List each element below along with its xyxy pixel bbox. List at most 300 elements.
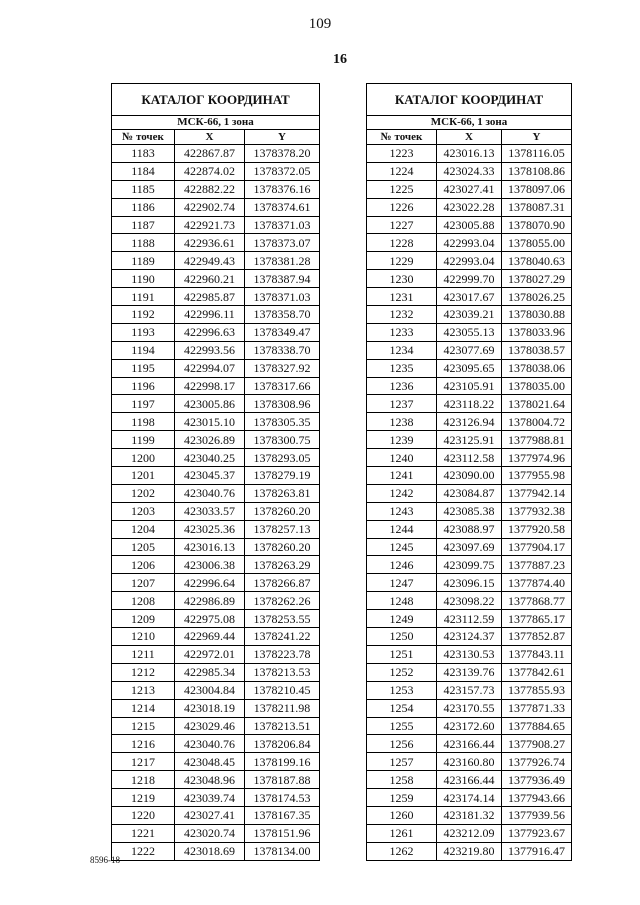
- y-coordinate-cell: 1378038.57: [502, 341, 572, 359]
- table-row: [367, 467, 572, 485]
- y-coordinate-cell: 1378087.31: [502, 198, 572, 216]
- table-row: [367, 502, 572, 520]
- point-number-cell: 1225: [367, 180, 437, 198]
- point-number-cell: 1213: [112, 681, 175, 699]
- point-number-cell: 1247: [367, 574, 437, 592]
- y-coordinate-cell: 1378263.29: [245, 556, 320, 574]
- table-row: [367, 145, 572, 163]
- x-coordinate-cell: 422996.11: [175, 306, 245, 324]
- x-coordinate-cell: 422999.70: [437, 270, 502, 288]
- table-row: [367, 806, 572, 824]
- point-number-cell: 1200: [112, 449, 175, 467]
- table-row: [112, 449, 320, 467]
- y-coordinate-cell: 1378033.96: [502, 323, 572, 341]
- y-coordinate-cell: 1378199.16: [245, 753, 320, 771]
- y-coordinate-cell: 1378213.51: [245, 717, 320, 735]
- y-coordinate-cell: 1377887.23: [502, 556, 572, 574]
- point-number-cell: 1184: [112, 162, 175, 180]
- table-row: [367, 306, 572, 324]
- x-coordinate-cell: 422921.73: [175, 216, 245, 234]
- table-row: [112, 592, 320, 610]
- page-number: 109: [308, 16, 332, 32]
- point-number-cell: 1199: [112, 431, 175, 449]
- table-row: [367, 610, 572, 628]
- x-coordinate-cell: 423088.97: [437, 520, 502, 538]
- table-row: [367, 431, 572, 449]
- y-coordinate-cell: 1378378.20: [245, 145, 320, 163]
- x-coordinate-cell: 422996.64: [175, 574, 245, 592]
- x-coordinate-cell: 423018.19: [175, 699, 245, 717]
- x-coordinate-cell: 423048.45: [175, 753, 245, 771]
- x-coordinate-cell: 423004.84: [175, 681, 245, 699]
- y-coordinate-cell: 1378327.92: [245, 359, 320, 377]
- x-coordinate-cell: 423025.36: [175, 520, 245, 538]
- table-row: [367, 628, 572, 646]
- y-coordinate-cell: 1378371.03: [245, 288, 320, 306]
- x-coordinate-cell: 423181.32: [437, 806, 502, 824]
- point-number-cell: 1252: [367, 663, 437, 681]
- table-row: [112, 806, 320, 824]
- y-coordinate-cell: 1378241.22: [245, 628, 320, 646]
- point-number-cell: 1198: [112, 413, 175, 431]
- x-coordinate-cell: 423027.41: [175, 806, 245, 824]
- point-number-cell: 1215: [112, 717, 175, 735]
- y-coordinate-cell: 1377865.17: [502, 610, 572, 628]
- y-coordinate-cell: 1378040.63: [502, 252, 572, 270]
- y-coordinate-cell: 1378187.88: [245, 771, 320, 789]
- y-coordinate-cell: 1378349.47: [245, 323, 320, 341]
- x-coordinate-cell: 423096.15: [437, 574, 502, 592]
- table-row: [112, 520, 320, 538]
- point-number-cell: 1255: [367, 717, 437, 735]
- x-coordinate-cell: 422993.04: [437, 252, 502, 270]
- point-number-cell: 1232: [367, 306, 437, 324]
- x-coordinate-cell: 423174.14: [437, 789, 502, 807]
- table-row: [112, 216, 320, 234]
- table-row: [367, 288, 572, 306]
- x-coordinate-cell: 422994.07: [175, 359, 245, 377]
- table-row: [367, 395, 572, 413]
- point-number-cell: 1243: [367, 502, 437, 520]
- x-coordinate-cell: 423098.22: [437, 592, 502, 610]
- y-coordinate-cell: 1378038.06: [502, 359, 572, 377]
- point-number-cell: 1239: [367, 431, 437, 449]
- table-row: [367, 180, 572, 198]
- y-coordinate-cell: 1378151.96: [245, 824, 320, 842]
- table-row: [367, 842, 572, 860]
- y-coordinate-cell: 1377932.38: [502, 502, 572, 520]
- point-number-cell: 1195: [112, 359, 175, 377]
- y-coordinate-cell: 1377955.98: [502, 467, 572, 485]
- y-coordinate-cell: 1377855.93: [502, 681, 572, 699]
- x-coordinate-cell: 423099.75: [437, 556, 502, 574]
- y-coordinate-cell: 1378211.98: [245, 699, 320, 717]
- point-number-cell: 1201: [112, 467, 175, 485]
- x-coordinate-cell: 422882.22: [175, 180, 245, 198]
- y-coordinate-cell: 1378300.75: [245, 431, 320, 449]
- table-row: [367, 449, 572, 467]
- table-row: [367, 341, 572, 359]
- point-number-cell: 1260: [367, 806, 437, 824]
- point-number-cell: 1223: [367, 145, 437, 163]
- x-coordinate-cell: 423212.09: [437, 824, 502, 842]
- y-coordinate-cell: 1378213.53: [245, 663, 320, 681]
- point-number-cell: 1248: [367, 592, 437, 610]
- sheet-number: 16: [333, 52, 347, 67]
- x-coordinate-cell: 423029.46: [175, 717, 245, 735]
- y-coordinate-cell: 1377884.65: [502, 717, 572, 735]
- y-coordinate-cell: 1377923.67: [502, 824, 572, 842]
- x-coordinate-cell: 423024.33: [437, 162, 502, 180]
- point-number-cell: 1197: [112, 395, 175, 413]
- y-coordinate-cell: 1378167.35: [245, 806, 320, 824]
- point-number-cell: 1192: [112, 306, 175, 324]
- x-coordinate-cell: 423095.65: [437, 359, 502, 377]
- y-coordinate-cell: 1377974.96: [502, 449, 572, 467]
- x-coordinate-cell: 423039.21: [437, 306, 502, 324]
- point-number-cell: 1246: [367, 556, 437, 574]
- point-number-cell: 1216: [112, 735, 175, 753]
- table-row: [112, 145, 320, 163]
- point-number-cell: 1206: [112, 556, 175, 574]
- point-number-cell: 1194: [112, 341, 175, 359]
- point-number-cell: 1236: [367, 377, 437, 395]
- x-coordinate-cell: 423027.41: [437, 180, 502, 198]
- y-coordinate-cell: 1378279.19: [245, 467, 320, 485]
- x-coordinate-cell: 422985.87: [175, 288, 245, 306]
- x-coordinate-cell: 422986.89: [175, 592, 245, 610]
- table-row: [112, 467, 320, 485]
- point-number-cell: 1209: [112, 610, 175, 628]
- point-number-cell: 1237: [367, 395, 437, 413]
- point-number-cell: 1218: [112, 771, 175, 789]
- table-row: [112, 753, 320, 771]
- point-number-cell: 1233: [367, 323, 437, 341]
- table-row: [367, 234, 572, 252]
- y-coordinate-cell: 1377868.77: [502, 592, 572, 610]
- x-coordinate-cell: 423026.89: [175, 431, 245, 449]
- point-number-cell: 1238: [367, 413, 437, 431]
- table-zone: МСК-66, 1 зона: [367, 116, 572, 130]
- point-number-cell: 1257: [367, 753, 437, 771]
- x-coordinate-cell: 422993.04: [437, 234, 502, 252]
- x-coordinate-cell: 422975.08: [175, 610, 245, 628]
- table-row: [367, 753, 572, 771]
- table-row: [367, 484, 572, 502]
- y-coordinate-cell: 1377943.66: [502, 789, 572, 807]
- table-row: [112, 502, 320, 520]
- table-row: [112, 628, 320, 646]
- table-row: [367, 592, 572, 610]
- point-number-cell: 1244: [367, 520, 437, 538]
- x-coordinate-cell: 422867.87: [175, 145, 245, 163]
- table-row: [367, 663, 572, 681]
- x-coordinate-cell: 422996.63: [175, 323, 245, 341]
- x-coordinate-cell: 423126.94: [437, 413, 502, 431]
- y-coordinate-cell: 1378055.00: [502, 234, 572, 252]
- table-zone: МСК-66, 1 зона: [112, 116, 320, 130]
- y-coordinate-cell: 1378266.87: [245, 574, 320, 592]
- point-number-cell: 1208: [112, 592, 175, 610]
- y-coordinate-cell: 1378374.61: [245, 198, 320, 216]
- point-number-cell: 1212: [112, 663, 175, 681]
- y-coordinate-cell: 1377908.27: [502, 735, 572, 753]
- y-coordinate-cell: 1378371.03: [245, 216, 320, 234]
- table-row: [112, 574, 320, 592]
- table-row: [112, 538, 320, 556]
- y-coordinate-cell: 1378381.28: [245, 252, 320, 270]
- x-coordinate-cell: 423124.37: [437, 628, 502, 646]
- point-number-cell: 1227: [367, 216, 437, 234]
- point-number-cell: 1254: [367, 699, 437, 717]
- x-coordinate-cell: 422998.17: [175, 377, 245, 395]
- point-number-cell: 1235: [367, 359, 437, 377]
- table-row: [112, 395, 320, 413]
- x-coordinate-cell: 422960.21: [175, 270, 245, 288]
- x-coordinate-cell: 423016.13: [175, 538, 245, 556]
- table-body: [112, 145, 320, 861]
- point-number-cell: 1210: [112, 628, 175, 646]
- y-coordinate-cell: 1378021.64: [502, 395, 572, 413]
- y-coordinate-cell: 1378257.13: [245, 520, 320, 538]
- table-row: [367, 771, 572, 789]
- column-header-point: № точек: [112, 130, 175, 145]
- point-number-cell: 1231: [367, 288, 437, 306]
- y-coordinate-cell: 1378027.29: [502, 270, 572, 288]
- x-coordinate-cell: 422874.02: [175, 162, 245, 180]
- point-number-cell: 1214: [112, 699, 175, 717]
- y-coordinate-cell: 1378097.06: [502, 180, 572, 198]
- y-coordinate-cell: 1377842.61: [502, 663, 572, 681]
- table-row: [112, 842, 320, 860]
- point-number-cell: 1219: [112, 789, 175, 807]
- point-number-cell: 1188: [112, 234, 175, 252]
- point-number-cell: 1250: [367, 628, 437, 646]
- y-coordinate-cell: 1377939.56: [502, 806, 572, 824]
- table-row: [367, 556, 572, 574]
- table-row: [367, 789, 572, 807]
- y-coordinate-cell: 1378358.70: [245, 306, 320, 324]
- y-coordinate-cell: 1378317.66: [245, 377, 320, 395]
- point-number-cell: 1204: [112, 520, 175, 538]
- table-row: [112, 645, 320, 663]
- y-coordinate-cell: 1377988.81: [502, 431, 572, 449]
- x-coordinate-cell: 422972.01: [175, 645, 245, 663]
- table-row: [112, 234, 320, 252]
- point-number-cell: 1241: [367, 467, 437, 485]
- table-row: [112, 198, 320, 216]
- point-number-cell: 1190: [112, 270, 175, 288]
- y-coordinate-cell: 1377871.33: [502, 699, 572, 717]
- y-coordinate-cell: 1378174.53: [245, 789, 320, 807]
- point-number-cell: 1193: [112, 323, 175, 341]
- point-number-cell: 1221: [112, 824, 175, 842]
- x-coordinate-cell: 423077.69: [437, 341, 502, 359]
- point-number-cell: 1222: [112, 842, 175, 860]
- table-body: [367, 145, 572, 861]
- x-coordinate-cell: 423039.74: [175, 789, 245, 807]
- table-row: [367, 359, 572, 377]
- x-coordinate-cell: 423006.38: [175, 556, 245, 574]
- x-coordinate-cell: 423125.91: [437, 431, 502, 449]
- table-row: [112, 341, 320, 359]
- point-number-cell: 1203: [112, 502, 175, 520]
- table-row: [112, 162, 320, 180]
- x-coordinate-cell: 423040.76: [175, 735, 245, 753]
- x-coordinate-cell: 423045.37: [175, 467, 245, 485]
- y-coordinate-cell: 1377916.47: [502, 842, 572, 860]
- y-coordinate-cell: 1378262.26: [245, 592, 320, 610]
- table-row: [112, 323, 320, 341]
- table-title: КАТАЛОГ КООРДИНАТ: [367, 84, 572, 116]
- point-number-cell: 1211: [112, 645, 175, 663]
- x-coordinate-cell: 422969.44: [175, 628, 245, 646]
- y-coordinate-cell: 1378305.35: [245, 413, 320, 431]
- point-number-cell: 1220: [112, 806, 175, 824]
- point-number-cell: 1251: [367, 645, 437, 663]
- point-number-cell: 1202: [112, 484, 175, 502]
- point-number-cell: 1205: [112, 538, 175, 556]
- table-row: [367, 323, 572, 341]
- x-coordinate-cell: 423105.91: [437, 377, 502, 395]
- table-row: [112, 556, 320, 574]
- y-coordinate-cell: 1378134.00: [245, 842, 320, 860]
- table-row: [112, 180, 320, 198]
- column-header-x: X: [175, 130, 245, 145]
- table-row: [112, 252, 320, 270]
- coordinate-catalog-table-right: [366, 83, 572, 861]
- point-number-cell: 1196: [112, 377, 175, 395]
- x-coordinate-cell: 423112.58: [437, 449, 502, 467]
- table-row: [367, 413, 572, 431]
- x-coordinate-cell: 423130.53: [437, 645, 502, 663]
- x-coordinate-cell: 423040.25: [175, 449, 245, 467]
- table-row: [112, 771, 320, 789]
- point-number-cell: 1228: [367, 234, 437, 252]
- point-number-cell: 1258: [367, 771, 437, 789]
- point-number-cell: 1226: [367, 198, 437, 216]
- x-coordinate-cell: 423033.57: [175, 502, 245, 520]
- table-row: [112, 288, 320, 306]
- table-row: [367, 270, 572, 288]
- y-coordinate-cell: 1378293.05: [245, 449, 320, 467]
- x-coordinate-cell: 423022.28: [437, 198, 502, 216]
- column-header-point: № точек: [367, 130, 437, 145]
- table-row: [112, 789, 320, 807]
- point-number-cell: 1253: [367, 681, 437, 699]
- x-coordinate-cell: 423118.22: [437, 395, 502, 413]
- x-coordinate-cell: 423016.13: [437, 145, 502, 163]
- table-row: [367, 574, 572, 592]
- y-coordinate-cell: 1378373.07: [245, 234, 320, 252]
- y-coordinate-cell: 1378263.81: [245, 484, 320, 502]
- table-row: [112, 270, 320, 288]
- point-number-cell: 1262: [367, 842, 437, 860]
- table-row: [367, 681, 572, 699]
- y-coordinate-cell: 1377874.40: [502, 574, 572, 592]
- table-row: [367, 824, 572, 842]
- point-number-cell: 1189: [112, 252, 175, 270]
- x-coordinate-cell: 423005.88: [437, 216, 502, 234]
- y-coordinate-cell: 1378308.96: [245, 395, 320, 413]
- y-coordinate-cell: 1378030.88: [502, 306, 572, 324]
- point-number-cell: 1229: [367, 252, 437, 270]
- x-coordinate-cell: 422902.74: [175, 198, 245, 216]
- table-row: [367, 699, 572, 717]
- x-coordinate-cell: 423160.80: [437, 753, 502, 771]
- y-coordinate-cell: 1377904.17: [502, 538, 572, 556]
- point-number-cell: 1256: [367, 735, 437, 753]
- point-number-cell: 1187: [112, 216, 175, 234]
- table-row: [112, 735, 320, 753]
- y-coordinate-cell: 1378372.05: [245, 162, 320, 180]
- x-coordinate-cell: 422993.56: [175, 341, 245, 359]
- table-row: [367, 735, 572, 753]
- y-coordinate-cell: 1378376.16: [245, 180, 320, 198]
- x-coordinate-cell: 423170.55: [437, 699, 502, 717]
- table-row: [112, 359, 320, 377]
- y-coordinate-cell: 1377936.49: [502, 771, 572, 789]
- table-title: КАТАЛОГ КООРДИНАТ: [112, 84, 320, 116]
- table-row: [112, 717, 320, 735]
- x-coordinate-cell: 423055.13: [437, 323, 502, 341]
- y-coordinate-cell: 1378206.84: [245, 735, 320, 753]
- y-coordinate-cell: 1377920.58: [502, 520, 572, 538]
- y-coordinate-cell: 1378338.70: [245, 341, 320, 359]
- y-coordinate-cell: 1378253.55: [245, 610, 320, 628]
- x-coordinate-cell: 423020.74: [175, 824, 245, 842]
- table-row: [112, 484, 320, 502]
- table-row: [367, 520, 572, 538]
- table-row: [367, 717, 572, 735]
- x-coordinate-cell: 423085.38: [437, 502, 502, 520]
- coordinate-catalog-table-left: [111, 83, 320, 861]
- point-number-cell: 1217: [112, 753, 175, 771]
- point-number-cell: 1191: [112, 288, 175, 306]
- column-header-x: X: [437, 130, 502, 145]
- x-coordinate-cell: 423097.69: [437, 538, 502, 556]
- y-coordinate-cell: 1378387.94: [245, 270, 320, 288]
- point-number-cell: 1207: [112, 574, 175, 592]
- x-coordinate-cell: 423005.86: [175, 395, 245, 413]
- point-number-cell: 1259: [367, 789, 437, 807]
- table-row: [112, 824, 320, 842]
- table-row: [112, 377, 320, 395]
- y-coordinate-cell: 1377852.87: [502, 628, 572, 646]
- table-row: [367, 162, 572, 180]
- y-coordinate-cell: 1378260.20: [245, 502, 320, 520]
- point-number-cell: 1230: [367, 270, 437, 288]
- x-coordinate-cell: 422936.61: [175, 234, 245, 252]
- x-coordinate-cell: 422949.43: [175, 252, 245, 270]
- table-row: [112, 306, 320, 324]
- x-coordinate-cell: 423018.69: [175, 842, 245, 860]
- point-number-cell: 1186: [112, 198, 175, 216]
- table-row: [112, 681, 320, 699]
- table-row: [367, 198, 572, 216]
- table-row: [367, 252, 572, 270]
- y-coordinate-cell: 1378070.90: [502, 216, 572, 234]
- x-coordinate-cell: 423084.87: [437, 484, 502, 502]
- y-coordinate-cell: 1377926.74: [502, 753, 572, 771]
- y-coordinate-cell: 1378108.86: [502, 162, 572, 180]
- y-coordinate-cell: 1377843.11: [502, 645, 572, 663]
- y-coordinate-cell: 1378223.78: [245, 645, 320, 663]
- x-coordinate-cell: 423139.76: [437, 663, 502, 681]
- x-coordinate-cell: 423040.76: [175, 484, 245, 502]
- point-number-cell: 1245: [367, 538, 437, 556]
- point-number-cell: 1234: [367, 341, 437, 359]
